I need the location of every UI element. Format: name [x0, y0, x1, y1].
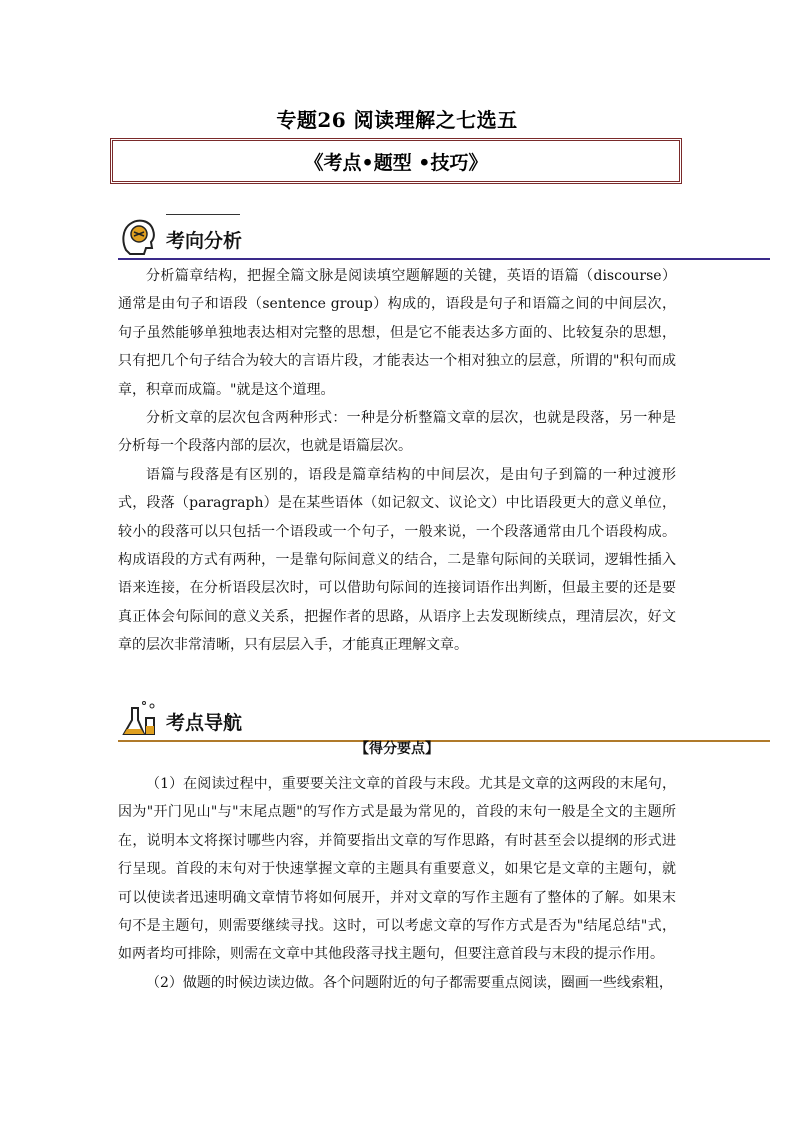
- section-overline: [166, 214, 240, 215]
- subtitle-box: [110, 138, 682, 184]
- section-heading: 考点导航: [166, 712, 243, 734]
- section-header-navigation: [118, 698, 758, 742]
- paragraph: 语篇与段落是有区别的，语段是篇章结构的中间层次，是由句子到篇的一种过渡形式，段落（paragraph）是在某些语体（如记叙文、议论文）中比语段更大的意义单位，较小的段落可以只包括一个语段或一个句子，一般来说，一个段落通常由几个语段构成。构成语段的方式有两种，一是靠句际间意义的结合，二是靠句际间的关联词，逻辑性插入语来连接，在分析语段层次时，可以借助句际间的连接词语作出判断，但最主要的还是要真正体会句际间的意义关系，把握作者的思路，从语序上去发现断续点，理清层次，好文章的层次非常清晰，只有层层入手，才能真正理解文章。: [118, 466, 676, 654]
- section1-body: [118, 262, 676, 660]
- head-thinking-icon: [118, 216, 160, 258]
- sub-heading: 【得分要点】: [355, 741, 439, 757]
- section-rule: [118, 258, 770, 260]
- section2-body: [118, 770, 676, 997]
- paragraph: （2）做题的时候边读边做。各个问题附近的句子都需要重点阅读，圈画一些线索粗，: [146, 974, 673, 991]
- paragraph: （1）在阅读过程中，重要要关注文章的首段与末段。尤其是文章的这两段的末尾句，因为"开门见山"与"末尾点题"的写作方式是最为常见的，首段的末句一般是全文的主题所在，说明本文将探讨哪些内容，并简要指出文章的写作思路，有时甚至会以提纲的形式进行呈现。首段的末句对于快速掌握文章的主题具有重要意义，如果它是文章的主题句，就可以使读者迅速明确文章情节将如何展开，并对文章的写作主题有了整体的了解。如果末句不是主题句，则需要继续寻找。这时，可以考虑文章的写作方式是否为"结尾总结"式，如两者均可排除，则需在文章中其他段落寻找主题句，但要注意首段与末段的提示作用。: [118, 776, 676, 963]
- paragraph: 分析篇章结构，把握全篇文脉是阅读填空题解题的关键，英语的语篇（discourse）通常是由句子和语段（sentence group）构成的，语段是句子和语篇之间的中间层次，句子虽然能够单独地表达相对完整的思想，但是它不能表达多方面的、比较复杂的思想，只有把几个句子结合为较大的言语片段，才能表达一个相对独立的层意，所谓的"积句而成章，积章而成篇。"就是这个道理。: [118, 268, 676, 398]
- section-header-analysis: [118, 216, 758, 260]
- flask-icon: [118, 698, 160, 740]
- section-heading: 考向分析: [166, 230, 243, 252]
- paragraph: 分析文章的层次包含两种形式：一种是分析整篇文章的层次，也就是段落，另一种是分析每一个段落内部的层次，也就是语篇层次。: [118, 410, 676, 455]
- subtitle: 《考点•题型 •技巧》: [304, 151, 488, 174]
- page-title: 专题26 阅读理解之七选五: [276, 108, 518, 132]
